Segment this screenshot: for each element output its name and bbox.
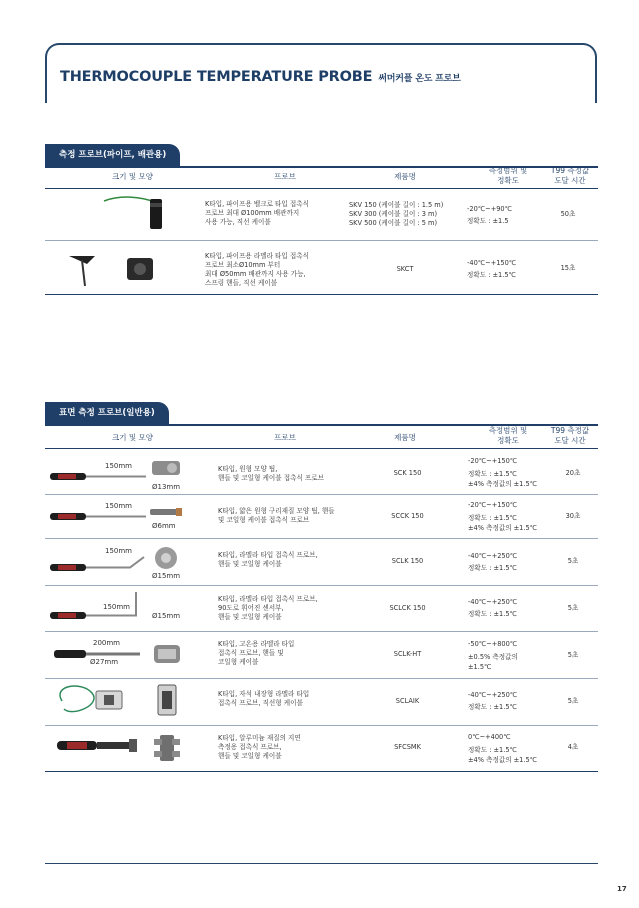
section1-tab: 측정 프로브(파이프, 배관용) <box>45 144 180 166</box>
diameter-label: Ø13mm <box>152 483 181 491</box>
col-model: 제품명 <box>394 172 416 181</box>
page-title: THERMOCOUPLE TEMPERATURE PROBE 써머커플 온도 프로브 <box>60 69 461 85</box>
col-shape: 크기 및 모양 <box>112 433 153 442</box>
row-divider <box>45 678 598 679</box>
col-range: 측정범위 및 정확도 <box>488 166 528 185</box>
length-label: 200mm <box>93 639 120 647</box>
row-divider <box>45 538 598 539</box>
sck-model: SCK 150 <box>393 469 422 477</box>
probe-rod-image <box>48 510 148 522</box>
delay-probe-rod-image <box>55 735 140 757</box>
skct-description: K타입, 파이프용 라멜라 타입 접촉식 프로브 최소Ø10mm 부터 최대 Ø50mm 배관까지 사용 가능, 스프링 핸들, 직선 케이블 <box>205 252 309 287</box>
length-label: 150mm <box>103 603 130 611</box>
col-range: 측정범위 및 정확도 <box>488 426 528 445</box>
sclk-range: -40℃~+250℃ 정확도 : ±1.5℃ <box>468 552 518 572</box>
sfcsmk-range: 0℃~+400℃ 정확도 : ±1.5℃ ±4% 측정값의 ±1.5℃ <box>468 733 538 764</box>
skct-range: -40℃~+150℃ 정확도 : ±1.5℃ <box>467 259 517 279</box>
row-divider <box>45 585 598 586</box>
sclk-ht-description: K타입, 고온용 라멜라 타입 접촉식 프로브, 핸들 및 코일형 케이블 <box>218 640 295 666</box>
scck-model: SCCK 150 <box>391 512 424 520</box>
diameter-label: Ø15mm <box>152 572 181 580</box>
diameter-label: Ø15mm <box>152 612 181 620</box>
col-model: 제품명 <box>394 433 416 442</box>
footer-rule <box>45 863 598 864</box>
sfcsmk-model: SFCSMK <box>394 743 421 751</box>
length-label: 150mm <box>105 502 132 510</box>
sclck-description: K타입, 라멜라 타입 접촉식 프로브, 90도로 휘어진 센서부, 핸들 및 코일형 케이블 <box>218 595 318 621</box>
sclck-t99: 5초 <box>567 604 579 612</box>
scck-range: -20℃~+150℃ 정확도 : ±1.5℃ ±4% 측정값의 ±1.5℃ <box>468 501 538 532</box>
section2-bottom-rule <box>45 771 598 772</box>
sclk-description: K타입, 라멜라 타입 접촉식 프로브, 핸들 및 코일형 케이블 <box>218 551 318 568</box>
sclk-ht-range: -50℃~+800℃ ±0.5% 측정값의 ±1.5℃ <box>468 640 518 671</box>
row-divider <box>45 725 598 726</box>
sck-description: K타입, 원형 모양 팁, 핸들 및 코일형 케이블 접촉식 프로브 <box>218 465 325 482</box>
lamella-pipe-probe-image <box>65 250 175 290</box>
section1-bottom-rule <box>45 294 598 295</box>
magnetic-probe-cable-image <box>52 683 132 719</box>
length-label: 150mm <box>105 547 132 555</box>
probe-rod-image <box>48 470 148 482</box>
section1-header-rule <box>45 188 598 189</box>
lamella-tip-image <box>151 545 181 571</box>
sclk-ht-t99: 5초 <box>567 651 579 659</box>
section2-tab: 표면 측정 프로브(일반용) <box>45 402 169 424</box>
section2-header-rule <box>45 448 598 449</box>
sck-t99: 20초 <box>565 469 581 477</box>
page-number: 17 <box>617 885 627 893</box>
probe-rod-image <box>48 555 148 575</box>
col-probe: 프로브 <box>274 172 296 181</box>
sfcsmk-t99: 4초 <box>567 743 579 751</box>
sclck-model: SCLCK 150 <box>389 604 426 612</box>
skv-range: -20℃~+90℃ 정확도 : ±1.5 <box>467 205 513 225</box>
length-label: 150mm <box>105 462 132 470</box>
scck-description: K타입, 얇은 원형 구리재질 모양 팁, 핸들 및 코일형 케이블 접촉식 프로브 <box>218 507 335 524</box>
row-divider <box>45 631 598 632</box>
skct-t99: 15초 <box>560 264 576 272</box>
col-shape: 크기 및 모양 <box>112 172 153 181</box>
sclaik-t99: 5초 <box>567 697 579 705</box>
sclk-model: SCLK 150 <box>391 557 424 565</box>
sclaik-model: SCLAIK <box>395 697 420 705</box>
page-title-korean: 써머커플 온도 프로브 <box>378 74 461 84</box>
sclk-ht-model: SCLK-HT <box>393 650 422 658</box>
velcro-probe-image <box>100 193 180 238</box>
scck-t99: 30초 <box>565 512 581 520</box>
skv-t99: 50초 <box>560 210 576 218</box>
high-temp-tip-image <box>150 641 184 667</box>
sfcsmk-description: K타입, 알루미늄 재질의 지연 측정용 접촉식 프로브, 핸들 및 코일형 케이블 <box>218 734 301 760</box>
col-t99: T99 측정값 도달 시간 <box>550 426 590 445</box>
col-t99: T99 측정값 도달 시간 <box>550 166 590 185</box>
sclck-range: -40℃~+250℃ 정확도 : ±1.5℃ <box>468 598 518 618</box>
skv-model: SKV 150 (케이블 길이 : 1.5 m) SKV 300 (케이블 길이 : 3 m) SKV 500 (케이블 길이 : 5 m) <box>349 201 444 227</box>
sclk-t99: 5초 <box>567 557 579 565</box>
diameter-label: Ø27mm <box>90 658 119 666</box>
col-probe: 프로브 <box>274 433 296 442</box>
sclaik-range: -40℃~+250℃ 정확도 : ±1.5℃ <box>468 691 518 711</box>
skv-description: K타입, 파이프용 벨크로 타입 접촉식 프로브 최대 Ø100mm 배관까지 사용 가능, 직선 케이블 <box>205 200 309 226</box>
row-divider <box>45 240 598 241</box>
row-divider <box>45 494 598 495</box>
magnetic-tip-image <box>152 683 182 717</box>
sclaik-description: K타입, 자석 내장형 라멜라 타입 접촉식 프로브, 직선형 케이블 <box>218 690 310 707</box>
bent-probe-rod-image <box>48 590 148 622</box>
diameter-label: Ø6mm <box>152 522 176 530</box>
skct-model: SKCT <box>396 265 414 273</box>
thin-tip-image <box>148 505 184 519</box>
round-tip-image <box>150 455 184 481</box>
sck-range: -20℃~+150℃ 정확도 : ±1.5℃ ±4% 측정값의 ±1.5℃ <box>468 457 538 488</box>
aluminum-tip-image <box>152 731 186 765</box>
